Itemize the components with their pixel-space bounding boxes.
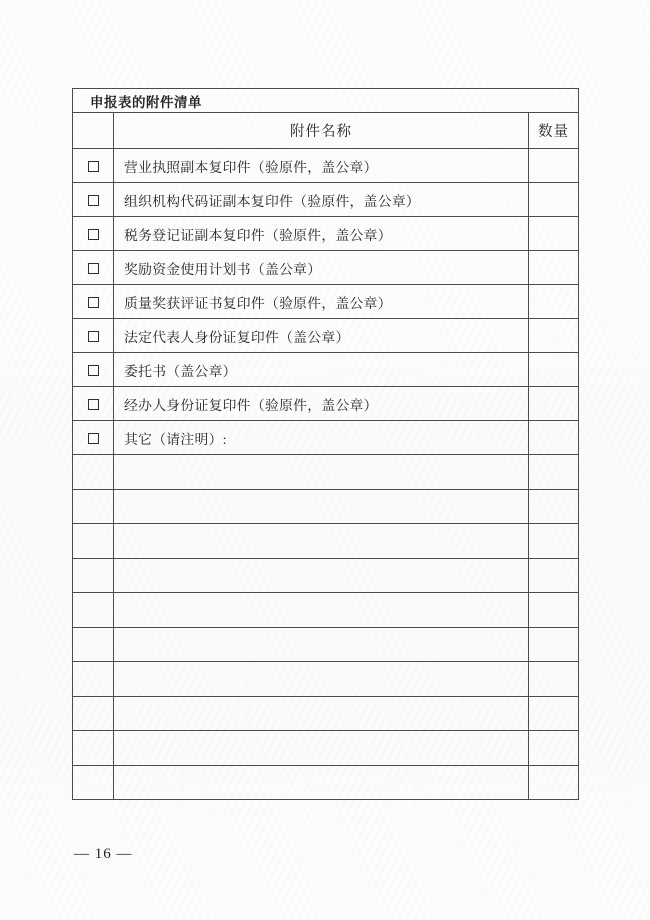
- empty-quantity-cell: [529, 558, 579, 593]
- empty-checkbox-cell: [73, 696, 114, 731]
- quantity-cell: [529, 387, 579, 421]
- quantity-cell: [529, 421, 579, 455]
- empty-checkbox-cell: [73, 593, 114, 628]
- checkbox-icon: [88, 229, 99, 240]
- empty-row: [73, 696, 579, 731]
- empty-quantity-cell: [529, 662, 579, 697]
- empty-checkbox-cell: [73, 489, 114, 524]
- attachment-row: [73, 183, 579, 217]
- empty-quantity-cell: [529, 455, 579, 490]
- empty-quantity-cell: [529, 593, 579, 628]
- table-header-row: [73, 113, 579, 149]
- quantity-cell: [529, 285, 579, 319]
- attachment-row: [73, 285, 579, 319]
- quantity-cell: [529, 149, 579, 183]
- empty-row: [73, 455, 579, 490]
- empty-checkbox-cell: [73, 524, 114, 559]
- quantity-cell: [529, 251, 579, 285]
- checkbox-cell: [73, 353, 114, 387]
- attachment-name: 法定代表人身份证复印件（盖公章）: [114, 319, 529, 353]
- empty-row: [73, 524, 579, 559]
- quantity-cell: [529, 353, 579, 387]
- quantity-cell: [529, 183, 579, 217]
- attachment-name: 委托书（盖公章）: [114, 353, 529, 387]
- attachment-name: 其它（请注明）:: [114, 421, 529, 455]
- checkbox-icon: [88, 263, 99, 274]
- checkbox-cell: [73, 387, 114, 421]
- checkbox-cell: [73, 251, 114, 285]
- empty-checkbox-cell: [73, 765, 114, 800]
- attachment-row: [73, 217, 579, 251]
- header-quantity: 数量: [529, 113, 579, 149]
- empty-name-cell: [114, 558, 529, 593]
- checkbox-icon: [88, 365, 99, 376]
- checkbox-cell: [73, 149, 114, 183]
- attachment-row: [73, 149, 579, 183]
- empty-quantity-cell: [529, 765, 579, 800]
- empty-name-cell: [114, 765, 529, 800]
- empty-row: [73, 593, 579, 628]
- table-title-row: [73, 89, 579, 113]
- attachments-table: [72, 88, 579, 800]
- empty-quantity-cell: [529, 524, 579, 559]
- header-checkbox-column: [73, 113, 114, 149]
- checkbox-cell: [73, 421, 114, 455]
- empty-checkbox-cell: [73, 731, 114, 766]
- empty-row: [73, 731, 579, 766]
- attachment-row: [73, 353, 579, 387]
- page-number: — 16 —: [74, 846, 133, 862]
- quantity-cell: [529, 319, 579, 353]
- empty-name-cell: [114, 524, 529, 559]
- checkbox-icon: [88, 161, 99, 172]
- attachment-name: 奖励资金使用计划书（盖公章）: [114, 251, 529, 285]
- table-title: 申报表的附件清单: [73, 89, 579, 113]
- checkbox-icon: [88, 399, 99, 410]
- checkbox-icon: [88, 331, 99, 342]
- empty-row: [73, 489, 579, 524]
- empty-name-cell: [114, 731, 529, 766]
- empty-row: [73, 558, 579, 593]
- empty-row: [73, 765, 579, 800]
- empty-quantity-cell: [529, 489, 579, 524]
- empty-row: [73, 662, 579, 697]
- empty-name-cell: [114, 627, 529, 662]
- empty-row: [73, 627, 579, 662]
- empty-quantity-cell: [529, 731, 579, 766]
- header-attachment-name: 附件名称: [114, 113, 529, 149]
- empty-checkbox-cell: [73, 455, 114, 490]
- empty-quantity-cell: [529, 696, 579, 731]
- checkbox-cell: [73, 319, 114, 353]
- empty-quantity-cell: [529, 627, 579, 662]
- checkbox-cell: [73, 217, 114, 251]
- empty-name-cell: [114, 593, 529, 628]
- attachment-row: [73, 387, 579, 421]
- attachment-row: [73, 251, 579, 285]
- checkbox-cell: [73, 285, 114, 319]
- empty-name-cell: [114, 662, 529, 697]
- empty-name-cell: [114, 696, 529, 731]
- checkbox-icon: [88, 297, 99, 308]
- attachment-row: [73, 319, 579, 353]
- attachment-name: 营业执照副本复印件（验原件，盖公章）: [114, 149, 529, 183]
- quantity-cell: [529, 217, 579, 251]
- checkbox-cell: [73, 183, 114, 217]
- empty-name-cell: [114, 489, 529, 524]
- empty-checkbox-cell: [73, 662, 114, 697]
- attachment-name: 质量奖获评证书复印件（验原件，盖公章）: [114, 285, 529, 319]
- checkbox-icon: [88, 433, 99, 444]
- attachment-name: 组织机构代码证副本复印件（验原件，盖公章）: [114, 183, 529, 217]
- attachment-name: 税务登记证副本复印件（验原件，盖公章）: [114, 217, 529, 251]
- empty-name-cell: [114, 455, 529, 490]
- empty-checkbox-cell: [73, 558, 114, 593]
- attachment-name: 经办人身份证复印件（验原件，盖公章）: [114, 387, 529, 421]
- empty-checkbox-cell: [73, 627, 114, 662]
- checkbox-icon: [88, 195, 99, 206]
- attachment-row: [73, 421, 579, 455]
